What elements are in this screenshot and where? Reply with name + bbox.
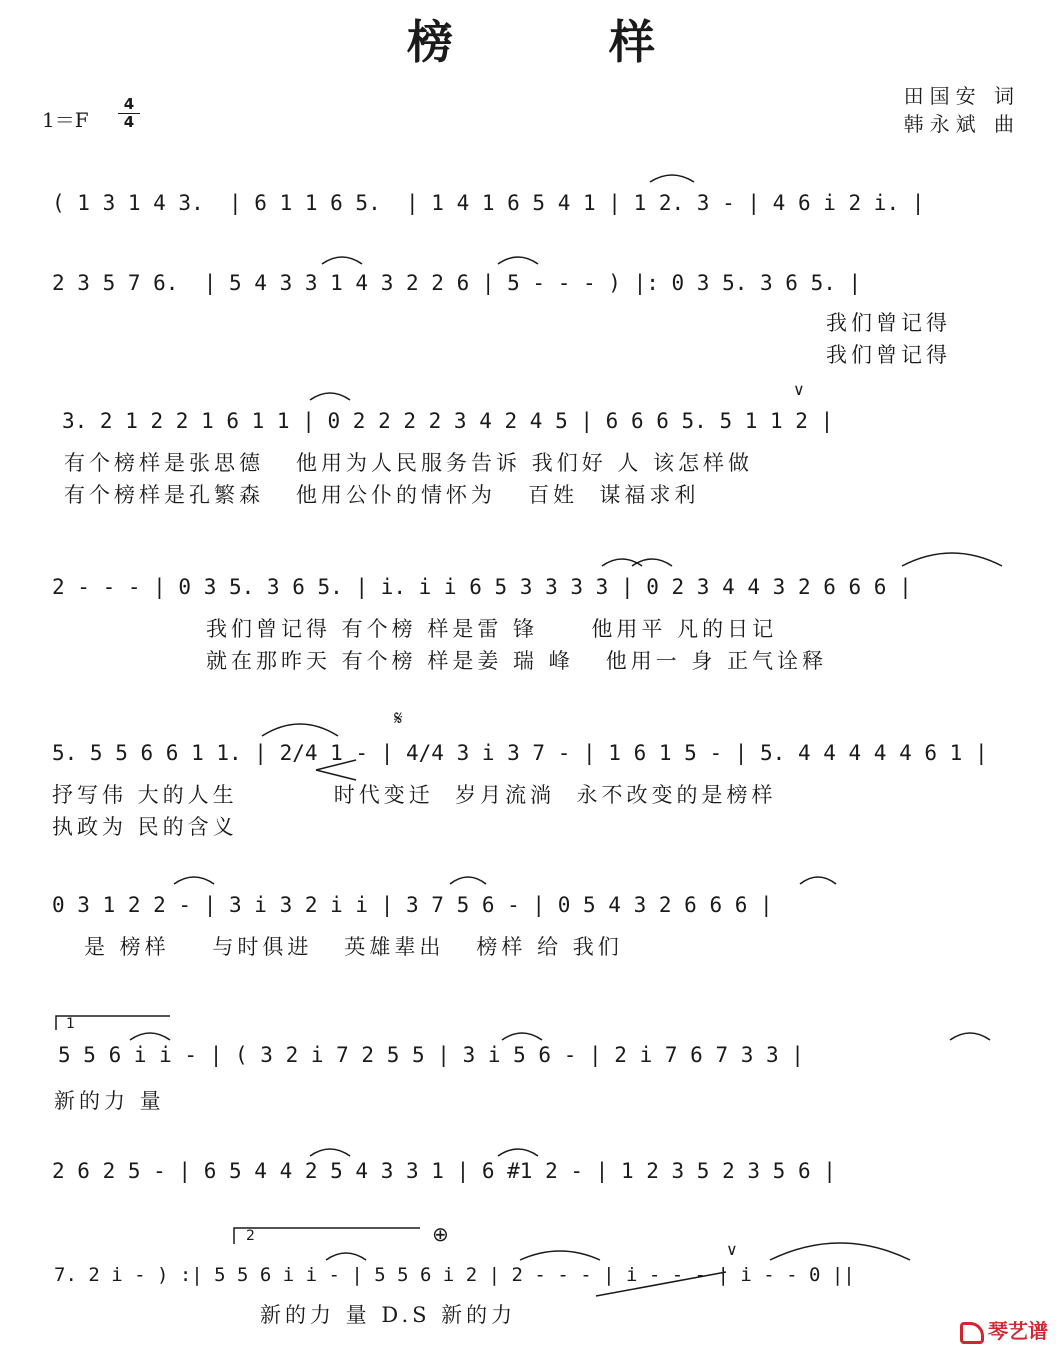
watermark-logo xyxy=(960,1315,1048,1344)
tie-4 xyxy=(310,393,350,400)
lyrics-line-6-verse-1: 是 榜样 与时俱进 英雄辈出 榜样 给 我们 xyxy=(84,935,623,959)
watermark-text: 琴艺谱 xyxy=(988,1319,1048,1343)
lyrics-line-4-verse-1: 我们曾记得 有个榜 样是雷 锋 他用平 凡的日记 xyxy=(206,617,778,641)
tie-16 xyxy=(498,1149,538,1156)
tie-18 xyxy=(520,1251,600,1260)
song-title: 榜 样 xyxy=(406,15,725,69)
score-line-7: 5 5 6 i i - | ( 3 2 i 7 2 5 5 | 3 i 5 6 - | 2 i 7 6 7 3 3 | xyxy=(58,1043,804,1067)
score-line-8: 2 6 2 5 - | 6 5 4 4 2 5 4 3 3 1 | 6 #1 2 - | 1 2 3 5 2 3 5 6 | xyxy=(52,1159,836,1183)
tie-9 xyxy=(174,877,214,884)
lyrics-line-9-verse-1: 新的力 量 D.S 新的力 xyxy=(260,1303,517,1327)
lyrics-line-3-verse-2: 有个榜样是孔繁森 他用公仆的情怀为 百姓 谋福求利 xyxy=(64,483,700,507)
tie-3 xyxy=(498,257,538,264)
logo-icon xyxy=(960,1322,984,1344)
tie-13 xyxy=(502,1033,542,1040)
volta-2-label: 2 xyxy=(246,1228,255,1244)
tie-7 xyxy=(902,553,1002,566)
score-line-9: 7. 2 i - ) :| 5 5 6 i i - | 5 5 6 i 2 | 2 - - - | i - - - | i - - 0 || xyxy=(54,1264,855,1286)
volta-1-label: 1 xyxy=(66,1016,75,1032)
lyrics-line-4-verse-2: 就在那昨天 有个榜 样是姜 瑞 峰 他用一 身 正气诠释 xyxy=(206,649,828,673)
volta-2-bracket xyxy=(234,1228,420,1244)
segno-sign: 𝄋 xyxy=(394,706,403,730)
lyrics-line-2-verse-1: 我们曾记得 xyxy=(826,311,951,335)
decrescendo-mark xyxy=(596,1272,726,1296)
tie-17 xyxy=(326,1253,366,1260)
tie-1 xyxy=(650,175,694,182)
time-signature-top: 4 xyxy=(123,95,135,113)
score-line-5: 5. 5 5 6 6 1 1. | 2/4 1 - | 4/4 3 i 3 7 - | 1 6 1 5 - | 5. 4 4 4 4 4 6 1 | xyxy=(52,741,988,765)
lyrics-line-3-verse-1: 有个榜样是张思德 他用为人民服务告诉 我们好 人 该怎样做 xyxy=(64,451,754,475)
lyrics-line-5-verse-1: 抒写伟 大的人生 时代变迁 岁月流淌 永不改变的是榜样 xyxy=(52,783,777,807)
score-line-3: 3. 2 1 2 2 1 6 1 1 | 0 2 2 2 2 3 4 2 4 5 | 6 6 6 5. 5 1 1 2 | xyxy=(62,409,834,433)
score-line-1: ( 1 3 1 4 3. | 6 1 1 6 5. | 1 4 1 6 5 4 1 | 1 2. 3 - | 4 6 i 2 i. | xyxy=(52,191,925,215)
tie-15 xyxy=(310,1149,350,1156)
tie-2 xyxy=(322,257,362,264)
tie-6 xyxy=(632,559,672,566)
score-line-6: 0 3 1 2 2 - | 3 i 3 2 i i | 3 7 5 6 - | 0 5 4 3 2 6 6 6 | xyxy=(52,893,773,917)
tie-10 xyxy=(450,877,486,884)
tie-11 xyxy=(800,877,836,884)
coda-sign: ⊕ xyxy=(432,1222,449,1246)
lyrics-line-5-verse-2: 执政为 民的含义 xyxy=(52,815,238,839)
lyricist-credit: 田国安 词 xyxy=(903,84,1020,108)
time-signature-bottom: 4 xyxy=(118,113,140,131)
composer-credit: 韩永斌 曲 xyxy=(903,112,1020,136)
breath-mark: ∨ xyxy=(793,380,805,399)
volta-1-bracket xyxy=(56,1016,170,1030)
tie-12 xyxy=(130,1033,170,1040)
tie-14 xyxy=(950,1033,990,1040)
breath-mark-end: ∨ xyxy=(726,1240,738,1259)
tie-8 xyxy=(262,724,338,736)
score-line-4: 2 - - - | 0 3 5. 3 6 5. | i. i i 6 5 3 3 3 3 | 0 2 3 4 4 3 2 6 6 6 | xyxy=(52,575,912,599)
score-line-2: 2 3 5 7 6. | 5 4 3 3 1 4 3 2 2 6 | 5 - - - ) |: 0 3 5. 3 6 5. | xyxy=(52,271,862,295)
lyrics-line-2-verse-2: 我们曾记得 xyxy=(826,343,951,367)
crescendo-mark xyxy=(316,760,356,780)
tie-5 xyxy=(602,559,642,566)
lyrics-line-7-verse-1: 新的力 量 xyxy=(54,1089,165,1113)
tie-19 xyxy=(770,1243,910,1260)
key-signature: 1＝F xyxy=(42,108,89,132)
